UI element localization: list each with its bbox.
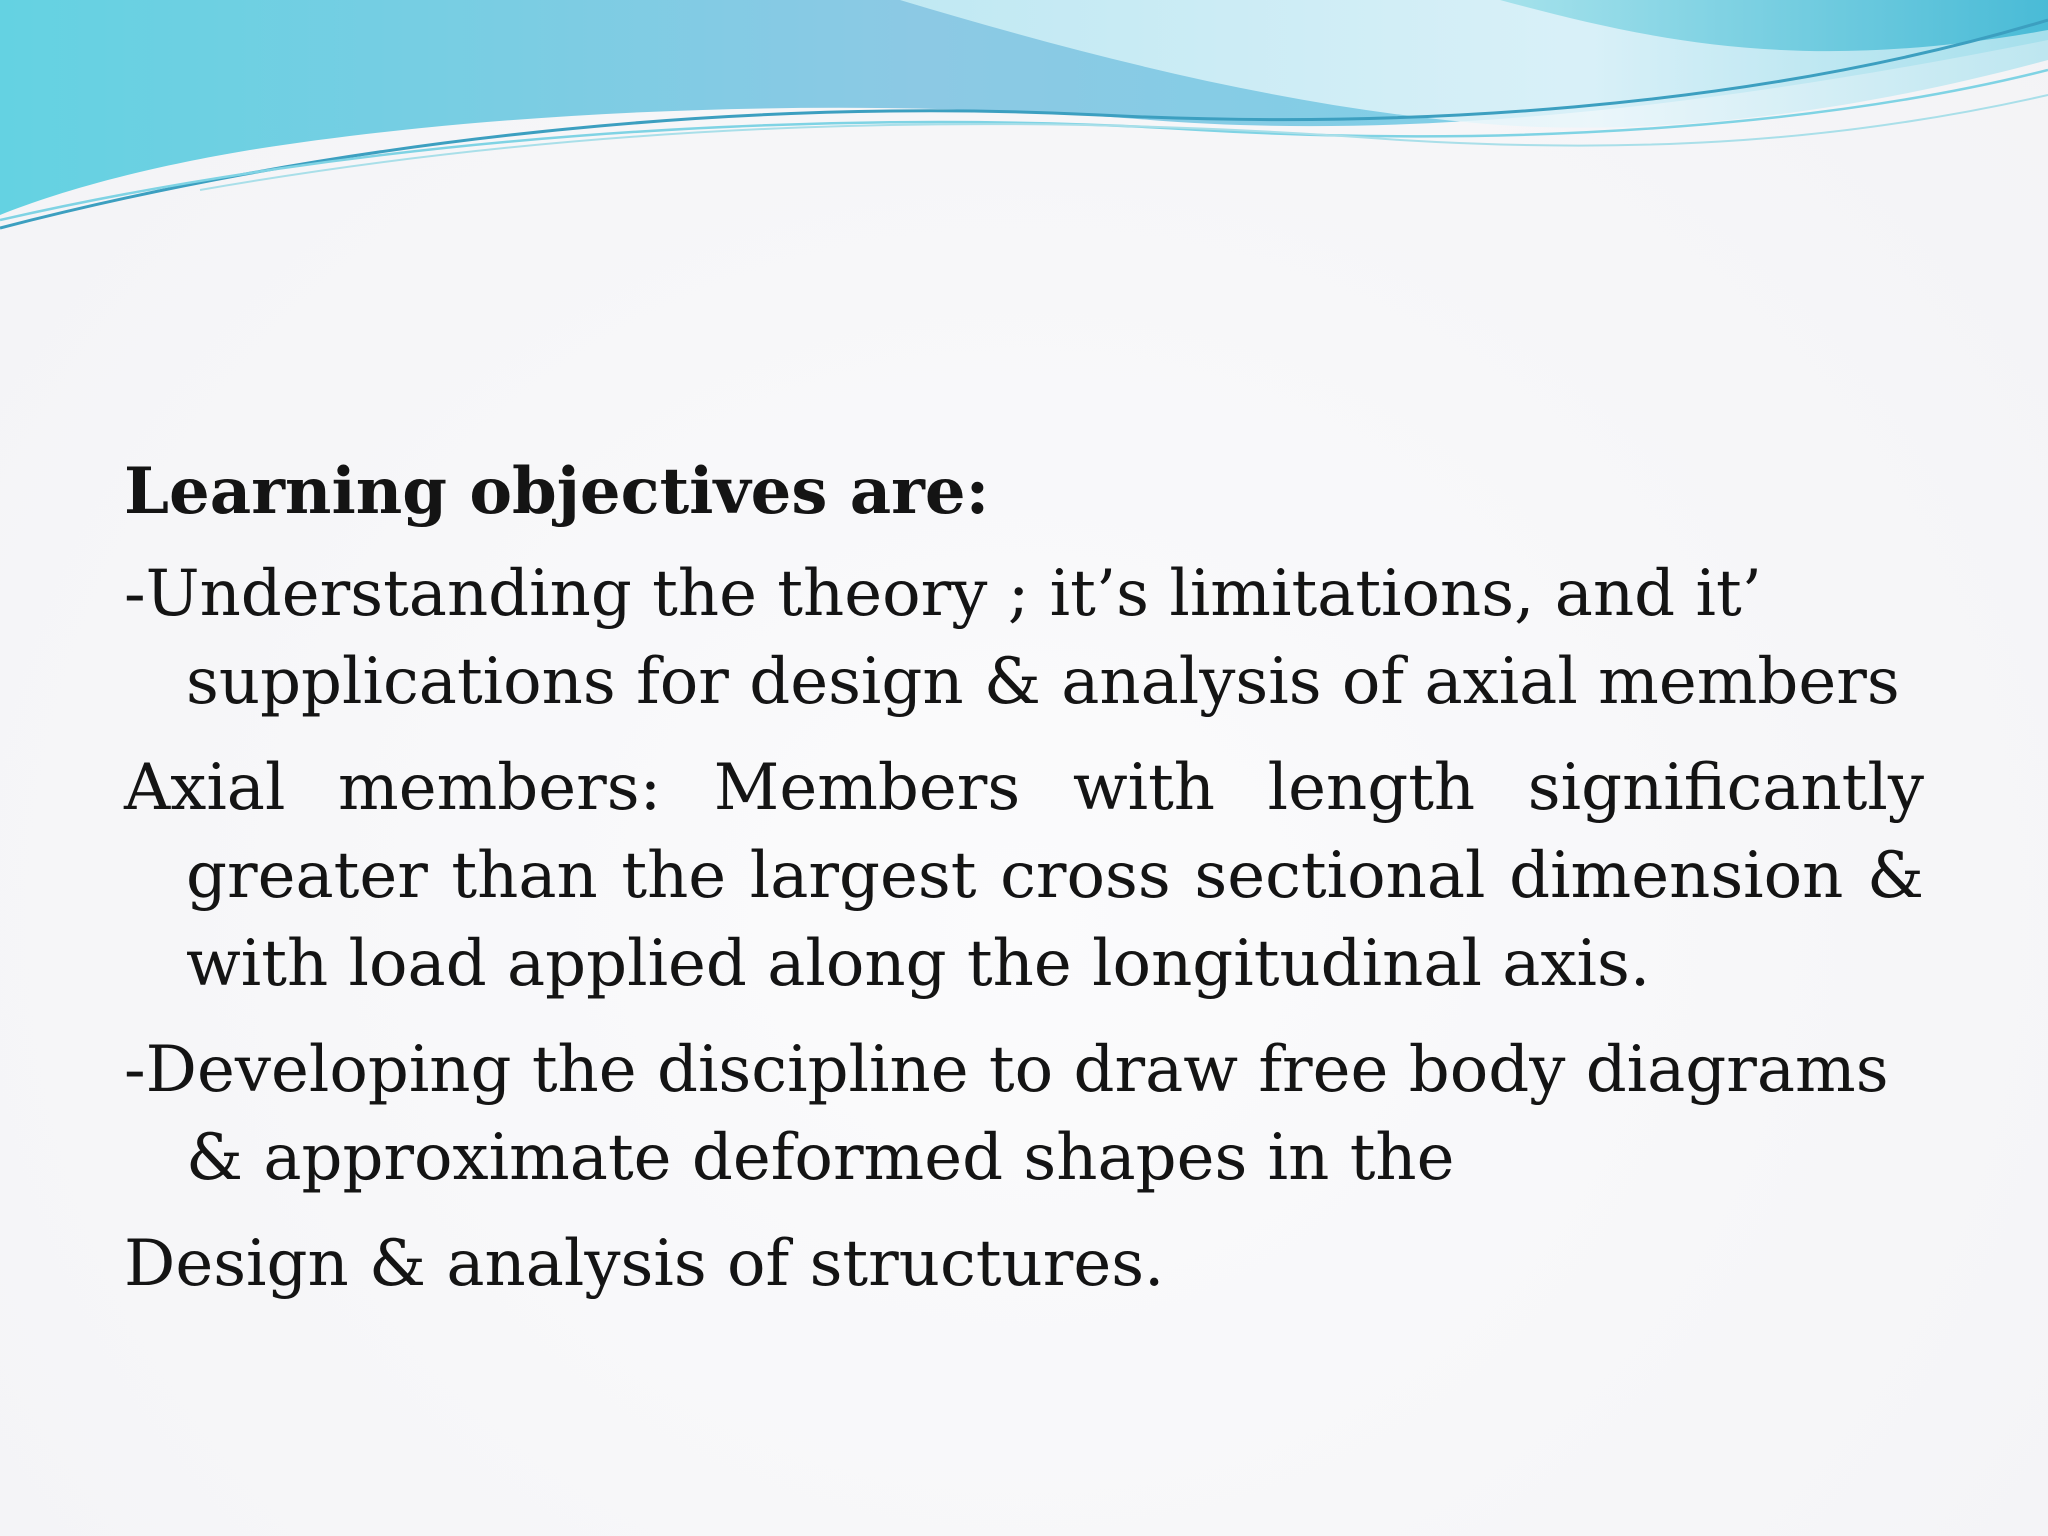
slide-content <box>124 448 1924 1326</box>
closing-paragraph: Design & analysis of structures. <box>124 1227 1165 1301</box>
objective-paragraph-2: -Developing the discipline to draw free body diagrams & approximate deformed shapes in the <box>124 1033 1889 1195</box>
definition-paragraph: Axial members: Members with length significantly greater than the largest cross sectional dimension & with load applied along the longitudinal axis. <box>124 751 1924 1001</box>
header-wave-decoration <box>0 0 2048 240</box>
slide-heading: Learning objectives are: <box>124 454 990 529</box>
objective-paragraph-1: -Understanding the theory ; it’s limitations, and it’ supplications for design & analysis of axial members <box>124 557 1900 719</box>
